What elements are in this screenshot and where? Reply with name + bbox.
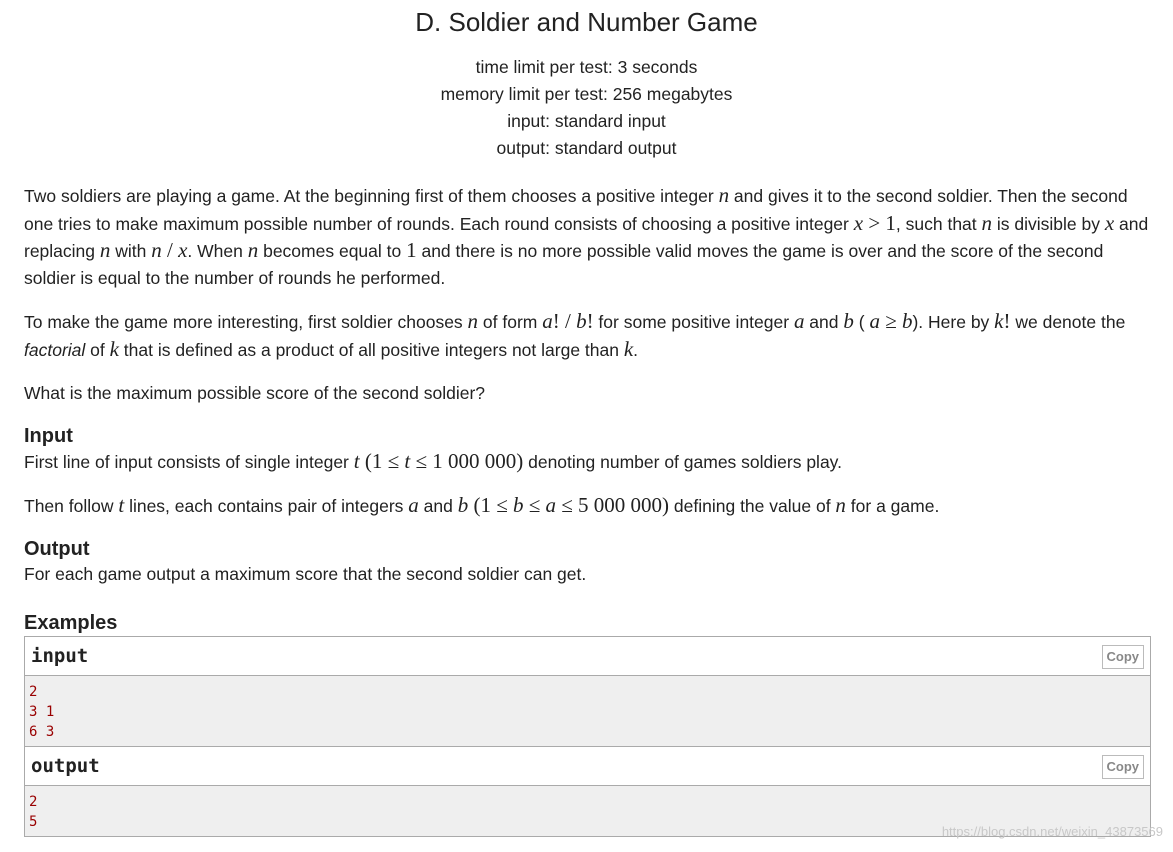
input-line: 2 [29, 684, 38, 700]
output-line: 5 [29, 814, 38, 830]
problem-title: D. Soldier and Number Game [415, 7, 758, 37]
output-spec: output: standard output [496, 138, 677, 158]
memory-limit: memory limit per test: 256 megabytes [440, 84, 733, 104]
example-input-label: input [31, 645, 89, 667]
time-limit: time limit per test: 3 seconds [475, 57, 698, 77]
output-section-title: Output [24, 537, 90, 560]
example-input-content [25, 676, 1150, 746]
example-output-label: output [31, 755, 100, 777]
problem-statement [24, 182, 1149, 604]
input-paragraph-2: Then follow t lines, each contains pair of integers a and b (1 ≤ b ≤ a ≤ 5 000 000) defining the value of n for a game. [24, 493, 940, 517]
statement-paragraph-2: To make the game more interesting, first soldier chooses n of form a! / b! for some positive integer a and b ( a ≥ b). Here by k! we denote the factorial of k that is defined as a product of all positive integers not large than k. [24, 309, 1126, 361]
watermark: https://blog.csdn.net/weixin_43873569 [941, 824, 1163, 839]
statement-paragraph-1: Two soldiers are playing a game. At the beginning first of them chooses a positive integer n and gives it to the second soldier. Then the second one tries to make maximum possible number of rounds. Each round consists of choosing a positive integer x > 1, such that n is divisible by x and replacing n with n / x. When n becomes equal to 1 and there is no more possible valid moves the game is over and the score of the second soldier is equal to the number of rounds he performed. [24, 183, 1149, 288]
input-line: 3 1 [29, 704, 55, 720]
examples-title: Examples [24, 612, 118, 634]
example-input-box [24, 636, 1151, 747]
input-spec: input: standard input [507, 111, 666, 131]
factorial-term: factorial [24, 339, 86, 360]
copy-output-button[interactable]: Copy [1102, 755, 1145, 779]
example-input-header [25, 637, 1150, 676]
limits-block [0, 54, 1173, 162]
output-line: 2 [29, 794, 38, 810]
input-line: 6 3 [29, 724, 55, 740]
example-output-header [25, 747, 1150, 786]
output-paragraph: For each game output a maximum score that the second soldier can get. [24, 563, 587, 584]
copy-input-button[interactable]: Copy [1102, 645, 1145, 669]
input-paragraph-1: First line of input consists of single integer t (1 ≤ t ≤ 1 000 000) denoting number of games soldiers play. [24, 448, 842, 473]
statement-paragraph-3: What is the maximum possible score of the second soldier? [24, 383, 486, 403]
input-section-title: Input [24, 424, 73, 447]
